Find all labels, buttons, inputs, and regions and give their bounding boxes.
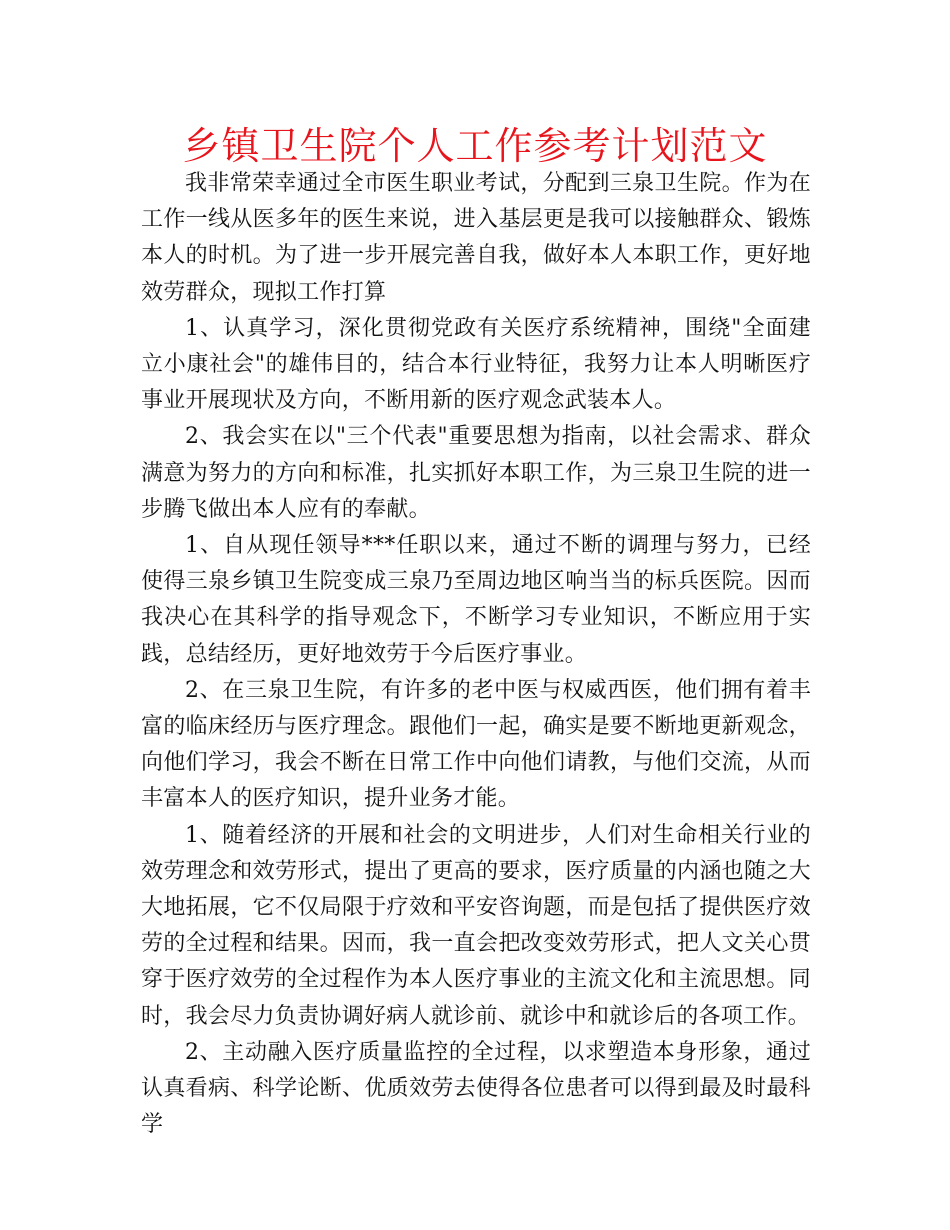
paragraph-quality-control: 2、主动融入医疗质量监控的全过程，以求塑造本身形象，通过认真看病、科学论断、优质效劳去使得各位患者可以得到最及时最科学	[141, 1039, 811, 1138]
paragraph-leadership: 1、自从现任领导***任职以来，通过不断的调理与努力，已经使得三泉乡镇卫生院变成三泉乃至周边地区响当当的标兵医院。因而我决心在其科学的指导观念下，不断学习专业知识，不断应用于实践，总结经历，更好地效劳于今后医疗事业。	[141, 533, 811, 667]
paragraph-study: 1、认真学习，深化贯彻党政有关医疗系统精神，围绕"全面建立小康社会"的雄伟目的，结合本行业特征，我努力让本人明晰医疗事业开展现状及方向，不断用新的医疗观念武装本人。	[141, 315, 811, 414]
document-body	[141, 166, 811, 1143]
paragraph-service-concept: 1、随着经济的开展和社会的文明进步，人们对生命相关行业的效劳理念和效劳形式，提出了更高的要求，医疗质量的内涵也随之大大地拓展，它不仅局限于疗效和平安咨询题，而是包括了提供医疗效劳的全过程和结果。因而，我一直会把改变效劳形式，把人文关心贯穿于医疗效劳的全过程作为本人医疗事业的主流文化和主流思想。同时，我会尽力负责协调好病人就诊前、就诊中和就诊后的各项工作。	[141, 822, 811, 1029]
document-title: 乡镇卫生院个人工作参考计划范文	[182, 124, 768, 168]
paragraph-guidance: 2、我会实在以"三个代表"重要思想为指南，以社会需求、群众满意为努力的方向和标准，扎实抓好本职工作，为三泉卫生院的进一步腾飞做出本人应有的奉献。	[141, 424, 811, 522]
paragraph-learn-from-seniors: 2、在三泉卫生院，有许多的老中医与权威西医，他们拥有着丰富的临床经历与医疗理念。跟他们一起，确实是要不断地更新观念，向他们学习，我会不断在日常工作中向他们请教，与他们交流，从而丰富本人的医疗知识，提升业务才能。	[141, 677, 811, 812]
paragraph-intro: 我非常荣幸通过全市医生职业考试，分配到三泉卫生院。作为在工作一线从医多年的医生来说，进入基层更是我可以接触群众、锻炼本人的时机。为了进一步开展完善自我，做好本人本职工作，更好地效劳群众，现拟工作打算	[141, 171, 811, 305]
